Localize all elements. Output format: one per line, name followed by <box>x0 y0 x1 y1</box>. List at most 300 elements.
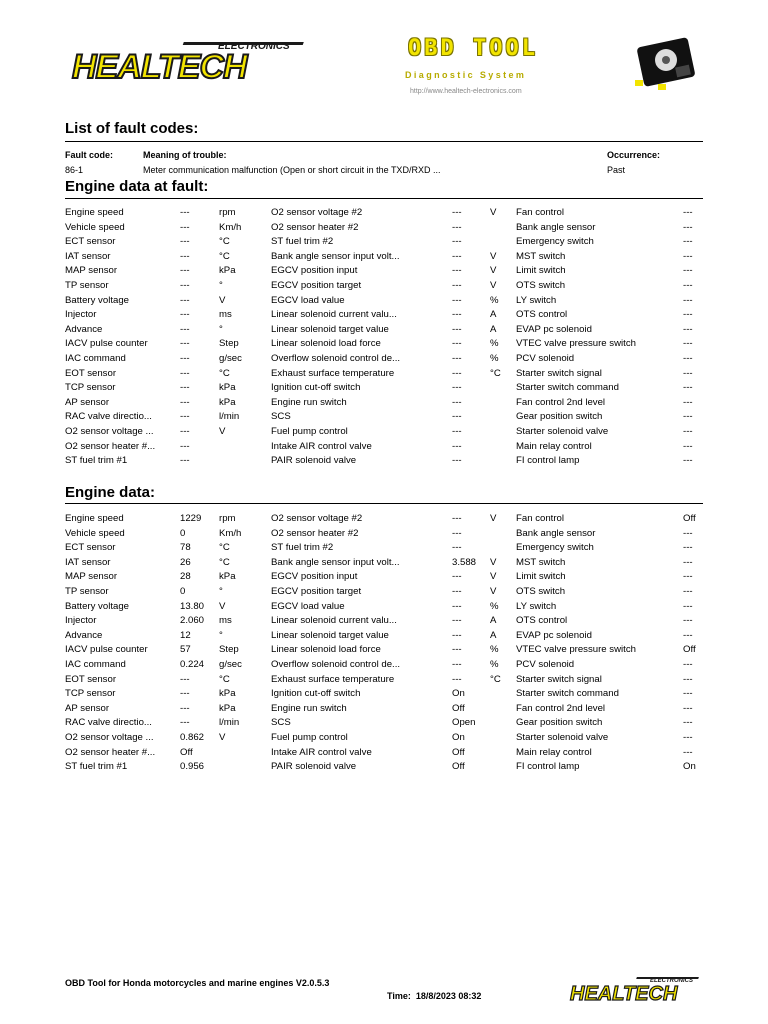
param-name: Exhaust surface temperature <box>271 673 395 685</box>
table-row <box>65 323 705 338</box>
param-name: Vehicle speed <box>65 221 125 233</box>
param-value: --- <box>180 440 190 452</box>
param-value: --- <box>683 265 693 277</box>
param-name: OTS switch <box>516 585 566 597</box>
param-value: --- <box>452 629 462 641</box>
param-name: Linear solenoid target value <box>271 323 389 335</box>
param-unit: °C <box>219 556 230 568</box>
param-name: O2 sensor heater #... <box>65 440 156 452</box>
divider <box>65 503 703 504</box>
param-unit: kPa <box>219 571 236 583</box>
param-unit: °C <box>490 367 501 379</box>
table-row <box>65 250 705 265</box>
param-unit: °C <box>490 673 501 685</box>
param-name: EGCV load value <box>271 600 345 612</box>
param-unit: V <box>219 731 226 743</box>
param-name: RAC valve directio... <box>65 717 152 729</box>
param-unit: % <box>490 338 499 350</box>
param-name: EOT sensor <box>65 367 117 379</box>
param-value: --- <box>452 513 462 524</box>
param-name: Emergency switch <box>516 542 594 554</box>
param-value: --- <box>683 571 693 583</box>
param-unit: ° <box>219 629 223 641</box>
param-value: 0.862 <box>180 731 205 743</box>
param-name: Engine speed <box>65 207 124 218</box>
table-row <box>65 760 705 775</box>
engine-data-title: Engine data: <box>65 484 156 501</box>
param-unit: ° <box>219 585 223 597</box>
param-value: --- <box>683 556 693 568</box>
param-value: Off <box>683 644 696 656</box>
param-value: --- <box>452 396 462 408</box>
param-name: Main relay control <box>516 746 592 758</box>
param-name: LY switch <box>516 600 557 612</box>
param-name: Intake AIR control valve <box>271 440 372 452</box>
param-value: --- <box>180 702 190 714</box>
param-name: EGCV position target <box>271 279 362 291</box>
param-value: --- <box>452 279 462 291</box>
param-unit: kPa <box>219 382 236 394</box>
footer-product-line: OBD Tool for Honda motorcycles and marine engines V2.0.5.3 <box>65 978 330 988</box>
healtech-logo <box>68 36 308 86</box>
param-name: Engine run switch <box>271 396 347 408</box>
param-unit: A <box>490 629 497 641</box>
brand-main-text-small: HEALTECH <box>570 983 678 1004</box>
param-unit: kPa <box>219 396 236 408</box>
param-name: Starter solenoid valve <box>516 731 609 743</box>
param-unit: % <box>490 644 499 656</box>
param-unit: V <box>490 279 497 291</box>
param-unit: V <box>490 250 497 262</box>
param-name: O2 sensor heater #2 <box>271 527 359 539</box>
param-name: TCP sensor <box>65 688 116 700</box>
param-name: Fuel pump control <box>271 731 348 743</box>
param-value: --- <box>180 411 190 423</box>
table-row <box>65 585 705 600</box>
param-name: Fan control 2nd level <box>516 702 606 714</box>
param-unit: l/min <box>219 717 240 729</box>
table-row <box>65 702 705 717</box>
param-unit: Km/h <box>219 527 242 539</box>
table-row <box>65 337 705 352</box>
param-value: --- <box>683 585 693 597</box>
param-value: --- <box>452 440 462 452</box>
param-unit: °C <box>219 367 230 379</box>
param-value: --- <box>180 352 190 364</box>
param-value: 57 <box>180 644 191 656</box>
param-name: O2 sensor voltage ... <box>65 731 154 743</box>
param-value: --- <box>452 338 462 350</box>
table-row <box>65 381 705 396</box>
param-name: Vehicle speed <box>65 527 125 539</box>
param-value: --- <box>452 367 462 379</box>
param-value: --- <box>452 455 462 467</box>
param-value: --- <box>683 600 693 612</box>
healtech-logo-small <box>568 974 700 1004</box>
param-value: 3.588 <box>452 556 477 568</box>
meaning-header: Meaning of trouble: <box>143 150 227 160</box>
param-name: Starter switch command <box>516 382 619 394</box>
param-value: 0.956 <box>180 761 205 773</box>
time-label: Time: <box>387 991 411 1001</box>
param-value: --- <box>180 717 190 729</box>
table-row <box>65 629 705 644</box>
param-name: Starter switch command <box>516 688 619 700</box>
table-row <box>65 425 705 440</box>
table-row <box>65 279 705 294</box>
param-value: --- <box>180 221 190 233</box>
param-value: --- <box>683 338 693 350</box>
param-value: --- <box>683 455 693 467</box>
obd-tool-title: OBD TOOL <box>408 36 538 61</box>
param-value: --- <box>180 309 190 321</box>
param-name: VTEC valve pressure switch <box>516 338 636 350</box>
param-name: Bank angle sensor input volt... <box>271 250 400 262</box>
param-value: --- <box>452 265 462 277</box>
param-unit: g/sec <box>219 352 242 364</box>
param-name: Exhaust surface temperature <box>271 367 395 379</box>
param-name: EGCV position input <box>271 265 358 277</box>
param-name: RAC valve directio... <box>65 411 152 423</box>
param-value: --- <box>180 688 190 700</box>
table-row <box>65 440 705 455</box>
fault-meaning-value: Meter communication malfunction (Open or short circuit in the TXD/RXD ... <box>143 165 441 175</box>
param-name: MAP sensor <box>65 265 118 277</box>
param-value: --- <box>683 352 693 364</box>
website-url: http://www.healtech-electronics.com <box>410 88 522 95</box>
param-value: --- <box>452 309 462 321</box>
param-name: ST fuel trim #1 <box>65 455 128 467</box>
param-value: --- <box>180 250 190 262</box>
param-name: IAC command <box>65 352 126 364</box>
param-name: O2 sensor voltage #2 <box>271 207 363 218</box>
param-name: Limit switch <box>516 571 566 583</box>
param-name: Fan control 2nd level <box>516 396 606 408</box>
param-value: --- <box>452 294 462 306</box>
table-row <box>65 367 705 382</box>
engine-data-table <box>65 512 705 775</box>
param-value: Off <box>452 702 465 714</box>
param-value: --- <box>452 250 462 262</box>
param-unit: A <box>490 615 497 627</box>
footer-time <box>387 991 481 1001</box>
param-name: Fan control <box>516 207 564 218</box>
param-value: --- <box>180 382 190 394</box>
param-name: Linear solenoid current valu... <box>271 309 397 321</box>
param-value: --- <box>683 236 693 248</box>
divider <box>65 141 703 142</box>
param-value: --- <box>683 323 693 335</box>
param-unit: % <box>490 658 499 670</box>
param-value: 28 <box>180 571 191 583</box>
param-unit: V <box>490 585 497 597</box>
brand-main-text: HEALTECH <box>72 48 247 86</box>
param-name: Overflow solenoid control de... <box>271 352 401 364</box>
param-value: --- <box>180 279 190 291</box>
param-name: PCV solenoid <box>516 658 575 670</box>
param-name: ST fuel trim #1 <box>65 761 128 773</box>
param-unit: kPa <box>219 265 236 277</box>
param-name: OTS control <box>516 309 568 321</box>
param-value: 2.060 <box>180 615 205 627</box>
param-value: --- <box>683 411 693 423</box>
param-unit: V <box>219 600 226 612</box>
param-value: --- <box>452 207 462 218</box>
param-name: Limit switch <box>516 265 566 277</box>
param-name: Fan control <box>516 513 564 524</box>
param-name: Intake AIR control valve <box>271 746 372 758</box>
param-unit: V <box>219 294 226 306</box>
param-value: 0 <box>180 585 186 597</box>
param-name: IACV pulse counter <box>65 644 148 656</box>
param-value: --- <box>683 309 693 321</box>
param-name: Gear position switch <box>516 411 603 423</box>
param-name: Linear solenoid target value <box>271 629 389 641</box>
param-unit: V <box>490 556 497 568</box>
param-name: MST switch <box>516 250 566 262</box>
table-row <box>65 570 705 585</box>
engine-at-fault-table <box>65 206 705 469</box>
table-row <box>65 221 705 236</box>
param-name: EGCV position input <box>271 571 358 583</box>
table-row <box>65 658 705 673</box>
param-name: AP sensor <box>65 396 110 408</box>
fault-code-header: Fault code: <box>65 150 114 160</box>
table-row <box>65 600 705 615</box>
table-row <box>65 264 705 279</box>
param-value: --- <box>683 688 693 700</box>
param-value: Off <box>180 746 193 758</box>
param-name: IAC command <box>65 658 126 670</box>
param-name: LY switch <box>516 294 557 306</box>
param-unit: A <box>490 309 497 321</box>
param-value: --- <box>180 673 190 685</box>
brand-top-text: ELECTRONICS <box>218 41 290 52</box>
param-unit: V <box>490 207 497 218</box>
param-value: --- <box>683 207 693 218</box>
table-row <box>65 556 705 571</box>
table-row <box>65 206 705 221</box>
table-row <box>65 396 705 411</box>
obd-tool-case-icon <box>632 36 702 94</box>
param-value: --- <box>683 294 693 306</box>
param-unit: rpm <box>219 207 236 218</box>
param-name: Linear solenoid current valu... <box>271 615 397 627</box>
table-row <box>65 410 705 425</box>
param-name: EVAP pc solenoid <box>516 323 592 335</box>
param-unit: V <box>490 571 497 583</box>
param-name: Engine run switch <box>271 702 347 714</box>
param-unit: °C <box>219 673 230 685</box>
param-value: --- <box>683 382 693 394</box>
param-value: --- <box>180 294 190 306</box>
param-value: 26 <box>180 556 191 568</box>
param-unit: % <box>490 352 499 364</box>
param-unit: g/sec <box>219 658 242 670</box>
param-name: Bank angle sensor input volt... <box>271 556 400 568</box>
param-name: IAT sensor <box>65 556 111 568</box>
param-value: --- <box>180 236 190 248</box>
param-value: --- <box>180 455 190 467</box>
param-value: --- <box>452 673 462 685</box>
table-row <box>65 294 705 309</box>
table-row <box>65 643 705 658</box>
param-unit: V <box>219 425 226 437</box>
param-value: --- <box>452 425 462 437</box>
param-value: 1229 <box>180 513 202 524</box>
param-name: Starter switch signal <box>516 673 602 685</box>
param-value: --- <box>180 338 190 350</box>
param-name: ST fuel trim #2 <box>271 236 334 248</box>
param-value: --- <box>452 221 462 233</box>
param-value: --- <box>452 236 462 248</box>
param-unit: ms <box>219 309 232 321</box>
param-value: --- <box>452 352 462 364</box>
table-row <box>65 614 705 629</box>
param-value: --- <box>452 382 462 394</box>
param-unit: % <box>490 600 499 612</box>
param-value: --- <box>683 746 693 758</box>
param-value: --- <box>452 600 462 612</box>
param-name: ST fuel trim #2 <box>271 542 334 554</box>
param-value: --- <box>683 542 693 554</box>
table-row <box>65 308 705 323</box>
param-name: OTS control <box>516 615 568 627</box>
param-value: Off <box>452 761 465 773</box>
table-row <box>65 731 705 746</box>
param-name: EGCV load value <box>271 294 345 306</box>
time-value: 18/8/2023 08:32 <box>415 991 482 1001</box>
param-name: Injector <box>65 309 97 321</box>
param-name: VTEC valve pressure switch <box>516 644 636 656</box>
param-value: --- <box>683 629 693 641</box>
param-value: 78 <box>180 542 191 554</box>
param-unit: Step <box>219 644 239 656</box>
param-name: Engine speed <box>65 513 124 524</box>
param-unit: °C <box>219 250 230 262</box>
param-value: --- <box>452 644 462 656</box>
param-value: --- <box>683 367 693 379</box>
param-name: Linear solenoid load force <box>271 644 381 656</box>
param-value: --- <box>683 279 693 291</box>
param-value: --- <box>683 221 693 233</box>
param-value: --- <box>683 658 693 670</box>
param-value: --- <box>180 396 190 408</box>
param-value: --- <box>683 250 693 262</box>
param-name: Battery voltage <box>65 600 129 612</box>
param-name: Ignition cut-off switch <box>271 688 361 700</box>
engine-at-fault-title: Engine data at fault: <box>65 178 209 195</box>
param-name: IAT sensor <box>65 250 111 262</box>
param-unit: % <box>490 294 499 306</box>
occurrence-header: Occurrence: <box>607 150 661 160</box>
param-name: O2 sensor heater #... <box>65 746 156 758</box>
param-value: 12 <box>180 629 191 641</box>
brand-top-text-small: ELECTRONICS <box>650 978 694 984</box>
param-value: --- <box>683 673 693 685</box>
fault-code-value: 86-1 <box>65 165 84 175</box>
param-name: Advance <box>65 629 103 641</box>
fault-codes-title: List of fault codes: <box>65 120 199 137</box>
param-value: On <box>452 688 465 700</box>
param-unit: l/min <box>219 411 240 423</box>
param-value: 13.80 <box>180 600 205 612</box>
table-row <box>65 541 705 556</box>
param-value: Open <box>452 717 476 729</box>
table-row <box>65 512 705 527</box>
param-name: MAP sensor <box>65 571 118 583</box>
param-name: O2 sensor heater #2 <box>271 221 359 233</box>
table-row <box>65 673 705 688</box>
param-name: EVAP pc solenoid <box>516 629 592 641</box>
param-value: --- <box>452 658 462 670</box>
param-name: Emergency switch <box>516 236 594 248</box>
obd-tool-subtitle: Diagnostic System <box>405 70 527 80</box>
param-value: --- <box>180 265 190 277</box>
param-name: EOT sensor <box>65 673 117 685</box>
param-value: --- <box>683 425 693 437</box>
param-name: O2 sensor voltage ... <box>65 425 154 437</box>
param-name: FI control lamp <box>516 761 580 773</box>
param-unit: V <box>490 265 497 277</box>
param-value: --- <box>683 527 693 539</box>
param-unit: °C <box>219 542 230 554</box>
param-name: TP sensor <box>65 585 109 597</box>
param-name: Bank angle sensor <box>516 527 596 539</box>
param-name: Starter switch signal <box>516 367 602 379</box>
param-name: Advance <box>65 323 103 335</box>
param-value: --- <box>180 207 190 218</box>
param-value: On <box>683 761 696 773</box>
param-name: Battery voltage <box>65 294 129 306</box>
param-name: ECT sensor <box>65 236 116 248</box>
param-value: --- <box>452 411 462 423</box>
param-name: AP sensor <box>65 702 110 714</box>
table-row <box>65 235 705 250</box>
param-name: IACV pulse counter <box>65 338 148 350</box>
param-name: OTS switch <box>516 279 566 291</box>
param-unit: V <box>490 513 497 524</box>
param-unit: ° <box>219 323 223 335</box>
divider <box>65 198 703 199</box>
param-name: PAIR solenoid valve <box>271 761 357 773</box>
param-value: On <box>452 731 465 743</box>
fault-occurrence-value: Past <box>607 165 626 175</box>
param-name: MST switch <box>516 556 566 568</box>
param-name: Starter solenoid valve <box>516 425 609 437</box>
param-unit: kPa <box>219 688 236 700</box>
param-name: PCV solenoid <box>516 352 575 364</box>
param-value: Off <box>452 746 465 758</box>
param-unit: ms <box>219 615 232 627</box>
param-value: --- <box>683 396 693 408</box>
param-name: SCS <box>271 411 291 423</box>
param-name: O2 sensor voltage #2 <box>271 513 363 524</box>
param-value: --- <box>683 717 693 729</box>
param-name: EGCV position target <box>271 585 362 597</box>
table-row <box>65 527 705 542</box>
table-row <box>65 746 705 761</box>
param-unit: Km/h <box>219 221 242 233</box>
param-name: Main relay control <box>516 440 592 452</box>
param-name: TCP sensor <box>65 382 116 394</box>
param-name: Fuel pump control <box>271 425 348 437</box>
param-name: SCS <box>271 717 291 729</box>
param-value: --- <box>683 440 693 452</box>
param-unit: °C <box>219 236 230 248</box>
param-value: 0 <box>180 527 186 539</box>
param-unit: ° <box>219 279 223 291</box>
